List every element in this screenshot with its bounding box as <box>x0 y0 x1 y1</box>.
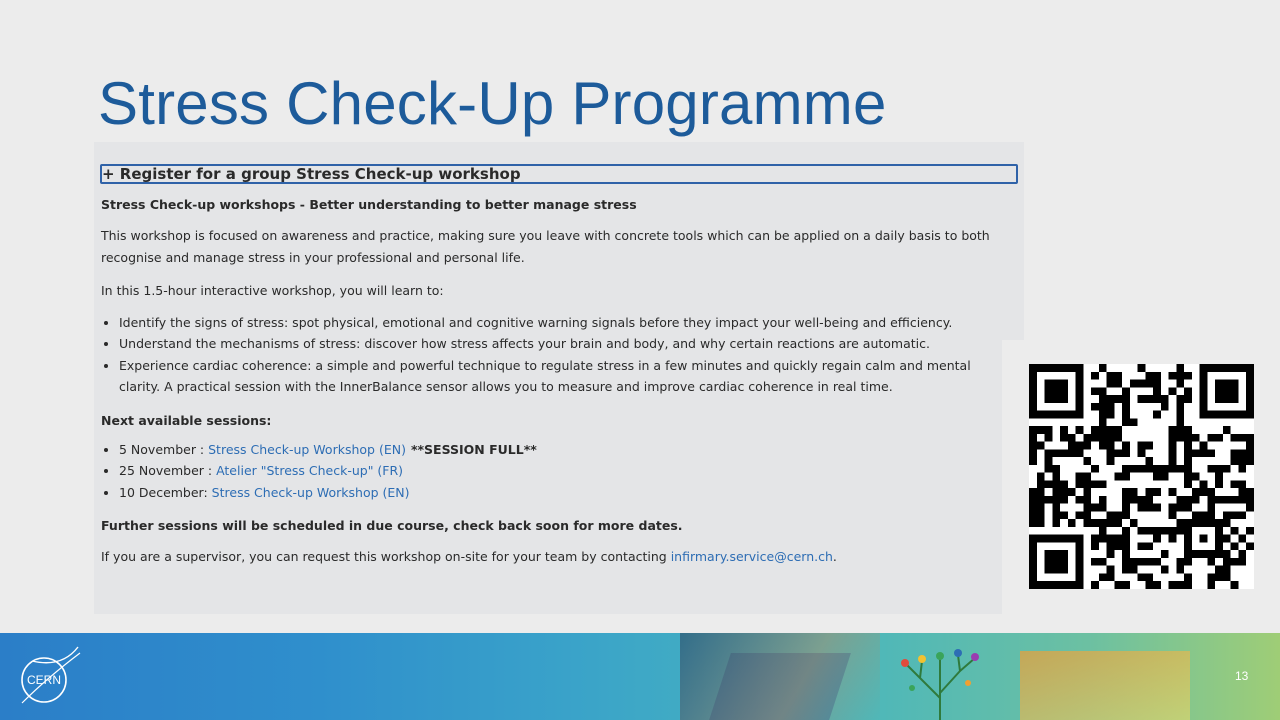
learn-intro: In this 1.5-hour interactive workshop, you will learn to: <box>101 283 444 298</box>
session-link-en-dec10[interactable]: Stress Check-up Workshop (EN) <box>211 484 410 500</box>
sessions-list <box>101 439 1013 504</box>
session-link-en-nov5[interactable]: Stress Check-up Workshop (EN) <box>208 441 406 457</box>
session-link-fr-nov25[interactable]: Atelier "Stress Check-up" (FR) <box>216 463 404 478</box>
cern-logo-text: CERN <box>26 673 62 687</box>
session-date: 5 November : <box>119 441 209 457</box>
session-item <box>119 482 1013 504</box>
session-date: 25 November : <box>119 463 217 478</box>
slide-title: Stress Check-Up Programme <box>98 70 887 137</box>
page-number: 13 <box>1235 669 1249 683</box>
supervisor-text: If you are a supervisor, you can request this workshop on-site for your team by contacting <box>101 549 671 564</box>
learn-list <box>101 312 1013 398</box>
list-item: • Experience cardiac coherence: a simple and powerful technique to regulate stress in a few minutes and quickly regain calm and mental clarity. A practical session with the InnerBalance sensor allows you to measure and improve cardiac coherence in real time. <box>119 355 1013 398</box>
footer-banner <box>0 633 1280 720</box>
cern-logo-icon <box>12 643 82 713</box>
footer-decoration <box>680 633 880 720</box>
session-full-badge: **SESSION FULL** <box>410 441 537 457</box>
register-workshop-toggle[interactable]: + Register for a group Stress Check-up workshop <box>100 164 1018 184</box>
workshop-content <box>101 164 1013 568</box>
circuit-tree-icon <box>880 643 1000 720</box>
list-item: • Understand the mechanisms of stress: discover how stress affects your brain and body, and why certain reactions are automatic. <box>119 333 1013 355</box>
workshop-intro: This workshop is focused on awareness and practice, making sure you leave with concrete tools which can be applied on a daily basis to both recognise and manage stress in your professional and personal life. <box>101 228 990 265</box>
further-sessions-note: Further sessions will be scheduled in due course, check back soon for more dates. <box>101 518 683 533</box>
supervisor-end: . <box>832 549 837 564</box>
list-item: • Identify the signs of stress: spot physical, emotional and cognitive warning signals before they impact your well-being and efficiency. <box>119 312 1013 334</box>
email-link[interactable]: infirmary.service@cern.ch <box>670 549 833 564</box>
footer-decoration <box>1020 651 1190 720</box>
workshop-subheading: Stress Check-up workshops - Better understanding to better manage stress <box>101 197 637 212</box>
supervisor-note <box>101 546 1013 568</box>
session-item <box>119 439 1013 461</box>
session-date: 10 December: <box>119 484 212 500</box>
session-item <box>119 460 1013 482</box>
qr-code-icon[interactable] <box>1029 364 1254 589</box>
sessions-heading: Next available sessions: <box>101 412 272 428</box>
